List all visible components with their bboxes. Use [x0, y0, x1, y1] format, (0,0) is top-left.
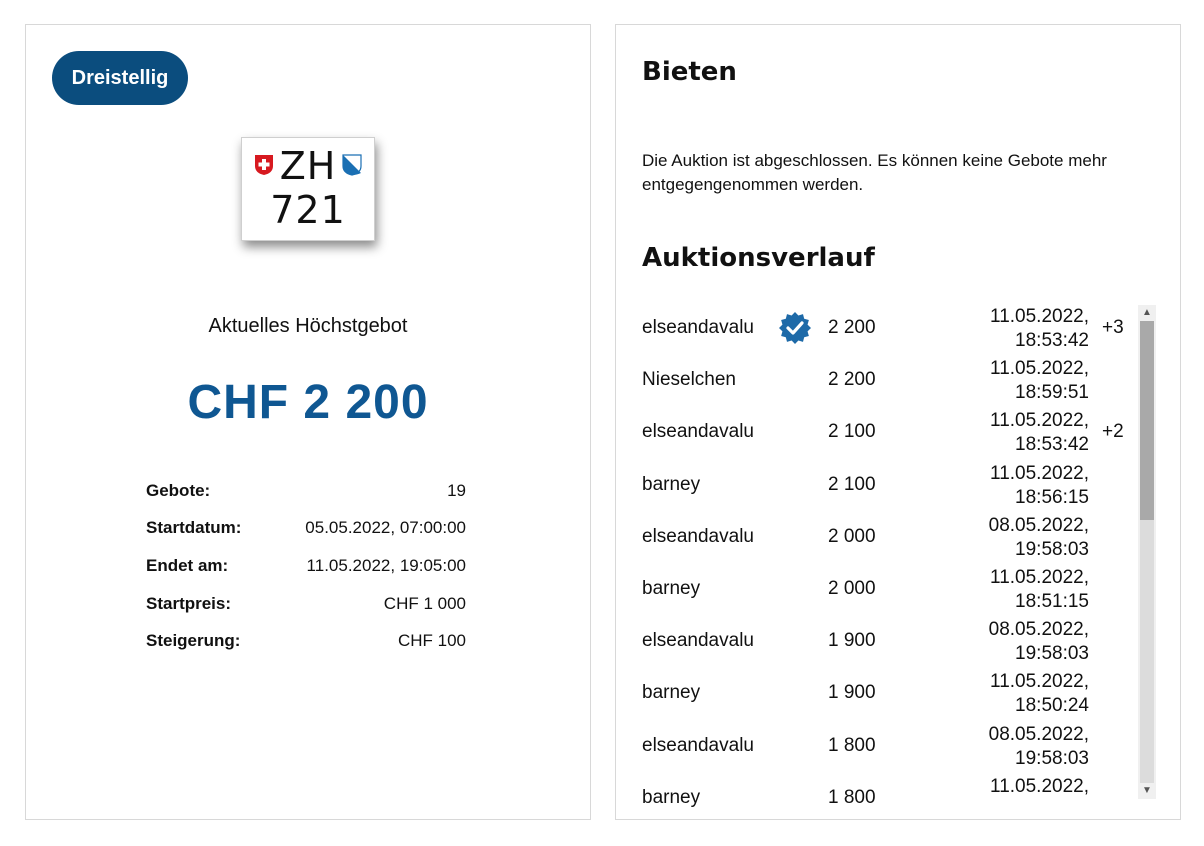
bid-date: 11.05.2022, — [990, 671, 1089, 693]
info-key: Steigerung: — [146, 631, 241, 650]
history-row — [616, 460, 1136, 512]
additional-bids-count[interactable]: +2 — [1102, 421, 1124, 443]
bidder-name: elseandavalu — [642, 734, 754, 756]
bid-time: 19:58:03 — [1015, 643, 1089, 665]
bid-amount: 2 100 — [828, 421, 876, 443]
bid-history-list[interactable] — [616, 303, 1136, 808]
bid-time: 18:53:42 — [1015, 434, 1089, 456]
bid-timestamp — [990, 775, 1089, 799]
history-row — [616, 721, 1136, 773]
history-row — [616, 564, 1136, 616]
bid-date: 11.05.2022, — [990, 567, 1089, 588]
history-row — [616, 616, 1136, 668]
info-value: CHF 100 — [397, 631, 466, 650]
bid-time: 18:56:15 — [1015, 486, 1089, 508]
bidder-name: barney — [642, 473, 701, 495]
info-key: Gebote: — [146, 481, 211, 500]
bid-date: 11.05.2022, — [990, 775, 1089, 797]
bidder-name: elseandavalu — [642, 421, 754, 443]
bidder-name: barney — [642, 578, 701, 599]
bidder-name: barney — [642, 682, 701, 704]
bid-time: 19:58:03 — [1015, 538, 1089, 560]
bid-timestamp — [989, 514, 1089, 562]
history-title: Auktionsverlauf — [642, 243, 875, 273]
bid-amount: 1 800 — [828, 786, 876, 808]
bid-date: 08.05.2022, — [988, 619, 1089, 641]
bid-timestamp — [990, 670, 1089, 718]
bidder-name: elseandavalu — [642, 317, 754, 338]
auction-summary-panel — [25, 24, 591, 820]
bidder-name: barney — [642, 786, 701, 808]
zurich-crest-icon — [342, 154, 362, 176]
bid-timestamp — [990, 305, 1089, 353]
history-row — [616, 355, 1136, 407]
info-value: 19 — [447, 481, 466, 500]
plate-number: 721 — [270, 188, 346, 232]
additional-bids-count[interactable]: +3 — [1102, 317, 1124, 338]
bid-timestamp — [990, 566, 1089, 614]
info-key: Startpreis: — [146, 594, 232, 613]
category-badge: Dreistellig — [52, 51, 188, 105]
bid-date: 11.05.2022, — [990, 358, 1089, 380]
bidder-name: elseandavalu — [642, 525, 754, 547]
bid-date: 08.05.2022, — [988, 514, 1089, 536]
info-row-start-date — [146, 518, 466, 542]
bid-time: 18:50:24 — [1015, 695, 1089, 717]
current-bid-amount: CHF 2 200 — [187, 376, 429, 429]
bid-time: 18:51:15 — [1015, 591, 1089, 612]
bidder-name: elseandavalu — [642, 630, 754, 652]
bid-timestamp — [989, 723, 1089, 771]
history-row — [616, 668, 1136, 720]
bid-timestamp — [990, 409, 1089, 457]
bid-amount: 1 800 — [828, 734, 876, 756]
bid-time: 19:58:03 — [1015, 747, 1089, 769]
bid-amount: 2 200 — [828, 369, 876, 391]
bid-timestamp — [990, 357, 1089, 405]
bidder-name: Nieselchen — [642, 369, 736, 391]
verified-check-icon — [778, 311, 812, 345]
info-row-end-date — [146, 556, 466, 580]
bid-amount: 2 200 — [828, 317, 876, 338]
history-row — [616, 407, 1136, 459]
bidding-panel — [615, 24, 1181, 820]
bid-time: 18:59:51 — [1015, 382, 1089, 404]
scroll-up-icon[interactable]: ▲ — [1142, 307, 1152, 318]
bid-timestamp — [990, 462, 1089, 510]
bid-timestamp — [989, 618, 1089, 666]
current-bid-label: Aktuelles Höchstgebot — [208, 315, 408, 337]
license-plate — [241, 137, 375, 241]
info-value: 05.05.2022, 07:00:00 — [305, 518, 466, 537]
info-row-increment — [146, 631, 466, 655]
bid-amount: 2 000 — [828, 525, 876, 547]
scroll-thumb[interactable] — [1140, 321, 1154, 520]
history-scrollbar[interactable] — [1138, 305, 1156, 799]
bid-date: 11.05.2022, — [990, 306, 1089, 327]
history-row — [616, 303, 1136, 355]
bid-time: 18:53:42 — [1015, 330, 1089, 351]
bid-amount: 2 100 — [828, 473, 876, 495]
bid-date: 11.05.2022, — [990, 410, 1089, 432]
plate-canton: ZH — [279, 144, 337, 188]
info-row-bids — [146, 481, 466, 505]
info-row-start-price — [146, 594, 466, 618]
history-row — [616, 512, 1136, 564]
auction-closed-message: Die Auktion ist abgeschlossen. Es können keine Gebote mehr entgegengenommen werden. — [642, 151, 1107, 194]
bid-amount: 1 900 — [828, 630, 876, 652]
info-value: CHF 1 000 — [383, 594, 466, 613]
info-value: 11.05.2022, 19:05:00 — [306, 556, 466, 575]
bidding-title: Bieten — [642, 57, 737, 87]
bid-date: 08.05.2022, — [988, 723, 1089, 745]
bid-amount: 2 000 — [828, 578, 876, 599]
history-row — [616, 773, 1136, 825]
info-key: Endet am: — [146, 556, 229, 575]
bid-date: 11.05.2022, — [990, 462, 1089, 484]
bid-amount: 1 900 — [828, 682, 876, 704]
info-key: Startdatum: — [146, 518, 242, 537]
scroll-down-icon[interactable]: ▼ — [1142, 785, 1152, 796]
